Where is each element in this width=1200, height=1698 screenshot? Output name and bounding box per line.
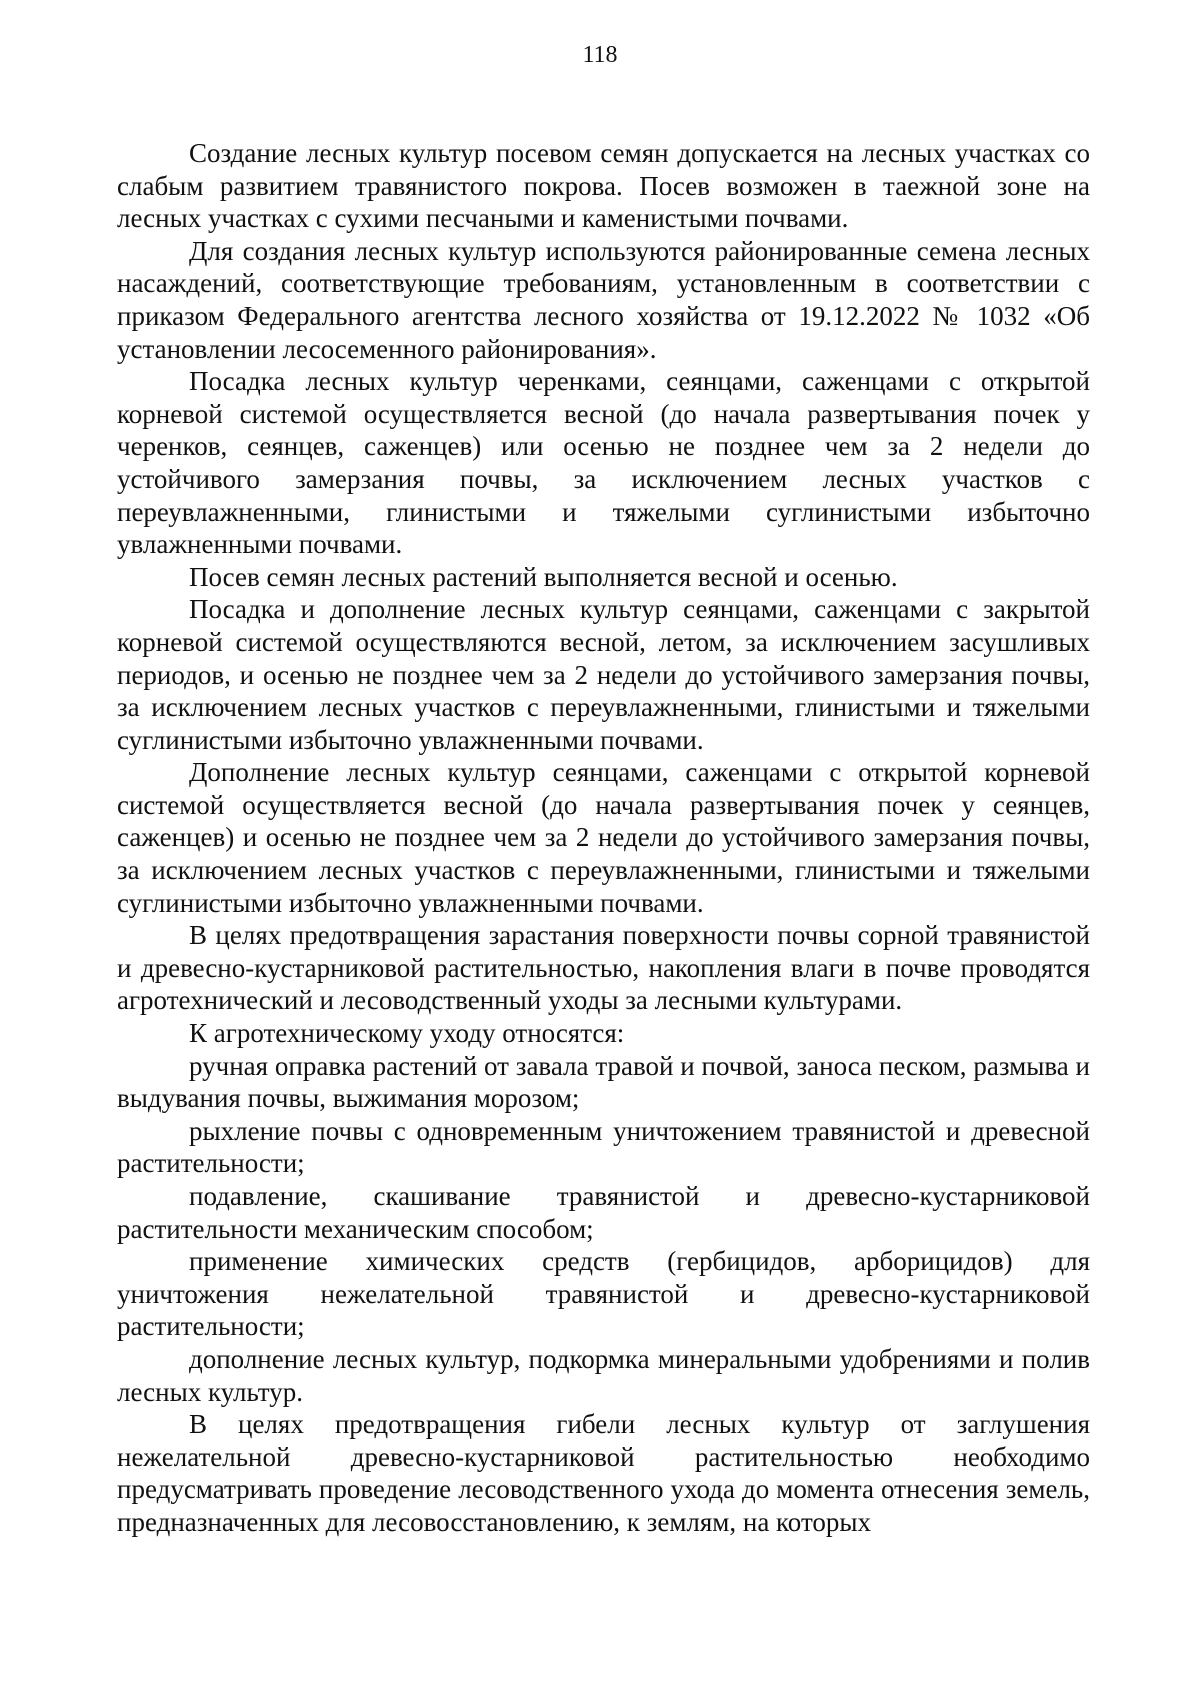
paragraph-sowing-conditions: Создание лесных культур посевом семян допускается на лесных участках со слабым развитием травянистого покрова. Посев возможен в таежной зоне на лесных участках с сухими песчаными и каменистыми почвами.	[117, 138, 1090, 234]
page-number: 118	[582, 42, 618, 68]
paragraph-care-purpose: В целях предотвращения зарастания поверхности почвы сорной травянистой и древесно-кустарниковой растительностью, накопления влаги в почве проводятся агротехнический и лесоводственный уходы за лесными культурами.	[117, 920, 1090, 1016]
paragraph-open-root-planting: Посадка лесных культур черенками, сеянцами, саженцами с открытой корневой системой осуществляется весной (до начала развертывания почек у черенков, сеянцев, саженцев) или осенью не позднее чем за 2 недели до устойчивого замерзания почвы, за исключением лесных участков с переувлажненными, глинистыми и тяжелыми суглинистыми избыточно увлажненными почвами.	[117, 366, 1090, 560]
body-text	[117, 137, 1090, 1539]
list-item-manual-straightening: ручная оправка растений от завала травой и почвой, заноса песком, размыва и выдувания почвы, выжимания морозом;	[117, 1050, 1090, 1114]
list-item-chemical-treatment: применение химических средств (гербицидов, арборицидов) для уничтожения нежелательной травянистой и древесно-кустарниковой растительности;	[117, 1246, 1090, 1342]
list-item-soil-loosening: рыхление почвы с одновременным уничтожением травянистой и древесной растительности;	[117, 1115, 1090, 1179]
paragraph-zoned-seeds: Для создания лесных культур используются районированные семена лесных насаждений, соответствующие требованиям, установленным в соответствии с приказом Федерального агентства лесного хозяйства от 19.12.2022 № 1032 «Об установлении лесосеменного районирования».	[117, 235, 1090, 364]
paragraph-open-root-supplementing: Дополнение лесных культур сеянцами, саженцами с открытой корневой системой осуществляется весной (до начала развертывания почек у сеянцев, саженцев) и осенью не позднее чем за 2 недели до устойчивого замерзания почвы, за исключением лесных участков с переувлажненными, глинистыми и тяжелыми суглинистыми избыточно увлажненными почвами.	[117, 757, 1090, 918]
paragraph-seed-sowing-season: Посев семян лесных растений выполняется весной и осенью.	[189, 561, 898, 592]
paragraph-closed-root-planting: Посадка и дополнение лесных культур сеянцами, саженцами с закрытой корневой системой осуществляются весной, летом, за исключением засушливых периодов, и осенью не позднее чем за 2 недели до устойчивого замерзания почвы, за исключением лесных участков с переувлажненными, глинистыми и тяжелыми суглинистыми избыточно увлажненными почвами.	[117, 594, 1090, 755]
paragraph-agrotechnical-care-intro: К агротехническому уходу относятся:	[189, 1018, 625, 1049]
list-item-supplementing-feeding: дополнение лесных культур, подкормка минеральными удобрениями и полив лесных культур.	[117, 1343, 1090, 1407]
list-item-mechanical-suppression: подавление, скашивание травянистой и древесно-кустарниковой растительности механическим способом;	[117, 1181, 1090, 1244]
paragraph-silvicultural-care: В целях предотвращения гибели лесных культур от заглушения нежелательной древесно-кустарниковой растительностью необходимо предусматривать проведение лесоводственного ухода до момента отнесения земель, предназначенных для лесовосстановлению, к землям, на которых	[117, 1409, 1090, 1537]
